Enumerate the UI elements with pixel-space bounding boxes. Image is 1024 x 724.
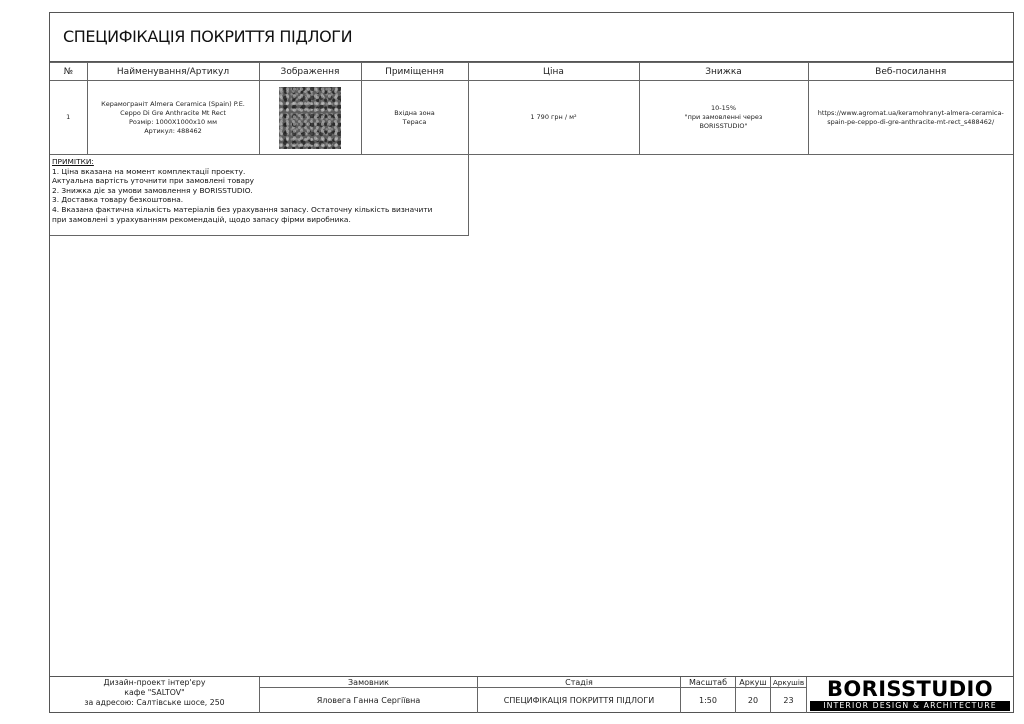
discount-line: 10-15% — [710, 104, 737, 112]
product-image-cell — [259, 81, 361, 155]
note-line: при замовлені з урахуванням рекомендацій, щодо запасу фірми виробника. — [52, 214, 351, 224]
project-line: Дизайн-проект інтер'єру — [103, 678, 206, 687]
note-line: 4. Вказана фактична кількість матеріалів без урахування запасу. Остаточну кількість визначити — [52, 204, 433, 214]
project-info — [50, 677, 259, 713]
drawing-sheet — [49, 12, 1014, 713]
notes-box — [50, 154, 469, 236]
table-row — [50, 81, 1013, 155]
column-header-number: № — [50, 63, 87, 81]
sheets-value: 23 — [770, 688, 806, 713]
logo-wordmark: BORISSTUDIO — [826, 677, 994, 701]
tile-texture-image — [279, 87, 341, 149]
title-block — [50, 676, 1013, 712]
column-header-link: Веб-посилання — [808, 63, 1013, 81]
web-link-line[interactable]: https://www.agromat.ua/keramohranyt-almera-ceramica- — [817, 108, 1004, 117]
customer-value: Яловега Ганна Сергіївна — [259, 688, 477, 713]
discount-cell — [639, 81, 808, 155]
column-header-discount: Знижка — [639, 63, 808, 81]
title-row — [50, 13, 1013, 62]
page-title: СПЕЦИФІКАЦІЯ ПОКРИТТЯ ПІДЛОГИ — [63, 27, 353, 46]
note-line: 3. Доставка товару безкоштовна. — [52, 195, 184, 205]
table-header-row — [50, 63, 1013, 81]
room-cell — [361, 81, 468, 155]
room-line: Вхідна зона — [394, 108, 435, 117]
logo-tagline: INTERIOR DESIGN & ARCHITECTURE — [810, 701, 1010, 711]
discount-line: "при замовленні через — [684, 113, 763, 121]
customer-label: Замовник — [259, 677, 477, 688]
column-header-price: Ціна — [468, 63, 639, 81]
project-line: кафе "SALTOV" — [124, 688, 185, 697]
room-line: Тераса — [402, 117, 427, 126]
product-article-line: Артикул: 488462 — [144, 126, 202, 135]
product-name-cell — [87, 81, 259, 155]
note-line: Актуальна вартість уточнити при замовлені товару — [52, 176, 255, 186]
stage-value: СПЕЦИФІКАЦІЯ ПОКРИТТЯ ПІДЛОГИ — [477, 688, 680, 713]
product-size-line: Розмір: 1000Х1000х10 мм — [129, 117, 217, 126]
stage-label: Стадія — [477, 677, 680, 688]
notes-heading: ПРИМІТКИ: — [52, 157, 94, 166]
note-line: 2. Знижка діє за умови замовлення у BORISSTUDIO. — [52, 185, 253, 195]
row-number: 1 — [50, 81, 87, 155]
web-link-cell[interactable] — [808, 81, 1013, 155]
sheet-label: Аркуш — [735, 677, 770, 688]
sheet-value: 20 — [735, 688, 770, 713]
scale-value: 1:50 — [680, 688, 735, 713]
sheets-label: Аркушів — [770, 677, 806, 688]
column-header-room: Приміщення — [361, 63, 468, 81]
column-header-name: Найменування/Артикул — [87, 63, 259, 81]
price-cell: 1 790 грн / м² — [468, 81, 639, 155]
discount-line: BORISSTUDIO" — [699, 122, 748, 130]
product-name-line: Керамограніт Almera Ceramica (Spain) P.E. — [101, 99, 245, 108]
web-link-line[interactable]: spain-pe-ceppo-di-gre-anthracite-mt-rect_s488462/ — [827, 117, 995, 126]
specification-table — [50, 62, 1013, 155]
studio-logo — [806, 677, 1013, 713]
column-header-image: Зображення — [259, 63, 361, 81]
project-address: за адресою: Салтівське шосе, 250 — [84, 698, 225, 707]
note-line: 1. Ціна вказана на момент комплектації проекту. — [52, 166, 246, 176]
scale-label: Масштаб — [680, 677, 735, 688]
product-name-line: Ceppo Di Gre Anthracite Mt Rect — [120, 108, 226, 117]
